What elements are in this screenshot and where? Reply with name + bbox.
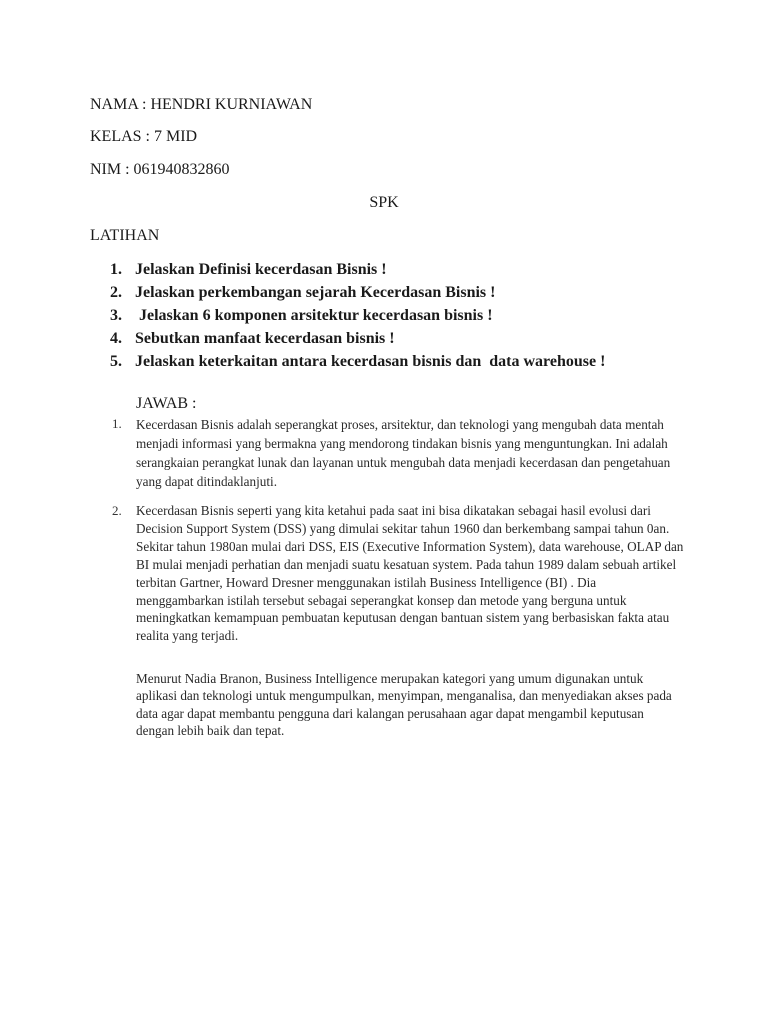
student-class: KELAS : 7 MID xyxy=(90,128,198,145)
answer-text: Kecerdasan Bisnis seperti yang kita ketahui pada saat ini bisa dikatakan sebagai hasil evolusi dari Decision Support System (DSS) yang dimulai sekitar tahun 1960 dan berkembang sampai tahun 0an. Sekitar tahun 1980an mulai dari DSS, EIS (Executive Information System), data warehouse, OLAP dan BI mulai menjadi perhatian dan menjadi suatu kesatuan system. Pada tahun 1989 dalam sebuah artikel terbitan Gartner, Howard Dresner menggunakan istilah Business Intelligence (BI) . Dia menggambarkan istilah tersebut sebagai seperangkat konsep dan metode yang berguna untuk meningkatkan kemampuan pembuatan keputusan dengan bantuan sistem yang berbasiskan fakta atau realita yang terjadi. xyxy=(136,503,684,644)
student-nim: NIM : 061940832860 xyxy=(90,161,230,178)
answer-text: Kecerdasan Bisnis adalah seperangkat proses, arsitektur, dan teknologi yang mengubah data mentah menjadi informasi yang bermakna yang mendorong tindakan bisnis yang menguntungkan. Ini adalah serangkaian perangkat lunak dan layanan untuk mengubah data menjadi kecerdasan dan pengetahuan yang dapat ditindaklanjuti. xyxy=(136,417,671,489)
question-item xyxy=(110,350,605,373)
question-text: Sebutkan manfaat kecerdasan bisnis ! xyxy=(135,330,395,347)
question-number: 1. xyxy=(110,261,122,278)
answer-text: Menurut Nadia Branon, Business Intelligence merupakan kategori yang umum digunakan untuk aplikasi dan teknologi untuk mengumpulkan, menyimpan, menganalisa, dan menyediakan akses pada data agar dapat membantu pengguna dari kalangan perusahaan agar dapat mengambil keputusan dengan lebih baik dan tepat. xyxy=(136,671,672,739)
question-item xyxy=(110,327,605,350)
answer-label: JAWAB : xyxy=(136,395,197,412)
answer-item xyxy=(112,502,692,645)
answer-number: 2. xyxy=(112,503,122,518)
question-number: 3. xyxy=(110,307,122,324)
question-list xyxy=(110,258,605,373)
question-item xyxy=(110,281,605,304)
answer-number xyxy=(112,670,136,740)
section-title: LATIHAN xyxy=(90,227,160,244)
question-text: Jelaskan 6 komponen arsitektur kecerdasan bisnis ! xyxy=(135,307,493,324)
answer-number: 1. xyxy=(112,416,122,431)
question-number: 5. xyxy=(110,353,122,370)
subject-title: SPK xyxy=(369,194,399,211)
student-name: NAMA : HENDRI KURNIAWAN xyxy=(90,96,313,113)
answer-paragraph xyxy=(112,670,692,740)
answer-item xyxy=(112,415,692,491)
question-text: Jelaskan keterkaitan antara kecerdasan bisnis dan data warehouse ! xyxy=(135,353,606,370)
question-item xyxy=(110,304,605,327)
question-text: Jelaskan perkembangan sejarah Kecerdasan Bisnis ! xyxy=(135,284,496,301)
question-number: 4. xyxy=(110,330,122,347)
question-text: Jelaskan Definisi kecerdasan Bisnis ! xyxy=(135,261,387,278)
question-item xyxy=(110,258,605,281)
question-number: 2. xyxy=(110,284,122,301)
